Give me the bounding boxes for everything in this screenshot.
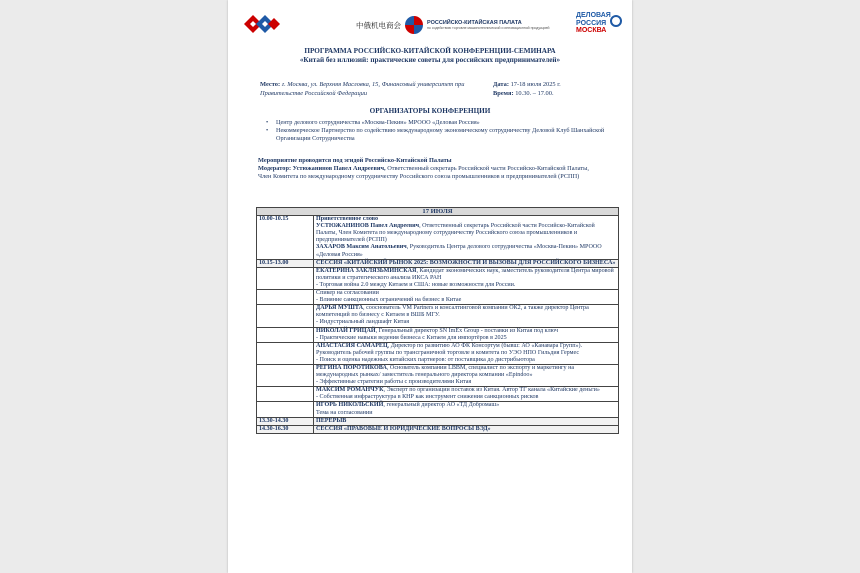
day-header-row bbox=[257, 208, 619, 216]
time-label: Время: bbox=[493, 89, 514, 97]
date-value: 17-18 июля 2025 г. bbox=[510, 81, 561, 88]
logo-bar bbox=[228, 8, 632, 38]
session-cell: СЕССИЯ «ПРАВОВЫЕ И ЮРИДИЧЕСКИЕ ВОПРОСЫ ВЭД» bbox=[314, 425, 619, 433]
delovaya-line3: МОСКВА bbox=[576, 27, 607, 34]
time-cell bbox=[257, 267, 314, 289]
table-row bbox=[257, 387, 619, 402]
time-value: 10.30. – 17.00. bbox=[515, 89, 554, 97]
program-title-line2: «Китай без иллюзий: практические советы для российских предпринимателей» bbox=[299, 56, 561, 64]
rkp-emblem-icon bbox=[405, 16, 423, 34]
time-cell bbox=[257, 364, 314, 386]
delovaya-line2: РОССИЯ bbox=[576, 19, 607, 27]
place-label: Место: bbox=[260, 81, 281, 88]
organizers-list bbox=[266, 119, 618, 143]
time-cell bbox=[257, 402, 314, 417]
session-cell: ПЕРЕРЫВ bbox=[314, 417, 619, 425]
list-item: • Некоммерческое Партнерство по содействию международному экономическому сотрудничеству Деловой Клуб Шанхайской Организации Сотрудничества bbox=[266, 127, 605, 142]
speaker-cell: МАКСИМ РОМАНЧУК, Эксперт по организации поставок из Китая. Автор ТГ канала «Китайские деньги» - Собственная инфраструктура в КНР как инструмент снижения санкционных рисков bbox=[314, 387, 619, 402]
speaker-cell: ИГОРЬ НИКОЛЬСКИЙ, генеральный директор АО «ТД Добромаш» Тема на согласовании bbox=[314, 402, 619, 417]
time-cell bbox=[257, 290, 314, 305]
table-row bbox=[257, 305, 619, 327]
table-row bbox=[257, 290, 619, 305]
time-cell bbox=[257, 387, 314, 402]
table-row bbox=[257, 259, 619, 267]
moderator-label: Модератор: Устюжанинов Павел Андреевич, bbox=[258, 165, 386, 172]
delovaya-d-icon bbox=[610, 15, 622, 27]
speaker-cell: ДАРЬЯ МУШТА, сооснователь VM Partners и консалтинговой компании ОК2, а также директор Центра компетенций по бизнесу с Китаем в ВШБ МГУ. - Индустриальный ландшафт Китая bbox=[314, 305, 619, 327]
delovaya-rossiya-logo bbox=[576, 12, 622, 38]
program-table bbox=[256, 207, 619, 434]
speaker-cell: Спикер на согласовании - Влияние санкционных ограничений на бизнес в Китае bbox=[314, 290, 619, 305]
time-cell bbox=[257, 305, 314, 327]
date-label: Дата: bbox=[493, 81, 509, 88]
table-row bbox=[257, 216, 619, 260]
list-item: • Центр делового сотрудничества «Москва-Пекин» МРООО «Деловая Россия» bbox=[266, 119, 480, 126]
rkp-logo bbox=[356, 14, 549, 36]
delovaya-line1: ДЕЛОВАЯ bbox=[576, 12, 611, 19]
document-page bbox=[228, 0, 632, 573]
speaker-cell: АНАСТАСИЯ САМАРЕЦ, Директор по развитию АО ФК Консортум (бывш: АО «Канавара Групп»). Руководитель рабочей группы по трансграничной торговле и комитета по УЭО НПО Гильдия Гермес - Поиск и оценка надежных китайских партнеров: от поставщика до дистрибьютора bbox=[314, 342, 619, 364]
program-title bbox=[228, 47, 632, 65]
rkp-name: РОССИЙСКО-КИТАЙСКАЯ ПАЛАТА bbox=[427, 20, 522, 26]
speaker-cell: ЕКАТЕРИНА ЗАКЛЯЗЬМИНСКАЯ, Кандидат экономических наук, заместитель руководителя Центра мировой политики и стратегического анализа ИКСА РАН - Торговая война 2.0 между Китаем и США: новые возможности для России. bbox=[314, 267, 619, 289]
aegis-line: Мероприятие проводится под эгидой Российско-Китайской Палаты bbox=[258, 157, 452, 164]
rkp-subtitle: по содействию торговле машинотехнической и инновационной продукцией bbox=[427, 26, 550, 30]
time-cell bbox=[257, 327, 314, 342]
table-row bbox=[257, 327, 619, 342]
content-cell: Приветственное слово УСТЮЖАНИНОВ Павел Андреевич, Ответственный секретарь Российской части Российско-Китайской Палаты, Член Комитета по международному сотрудничеству Российского союза промышленников и предпринимателей (РСПП) ЗАХАРОВ Максим Анатольевич, Руководитель Центра делового сотрудничества «Москва-Пекин» МРООО «Деловая Россия» bbox=[314, 216, 619, 260]
table-row bbox=[257, 425, 619, 433]
day-header: 17 ИЮЛЯ bbox=[257, 208, 619, 216]
bullet-icon: • bbox=[266, 127, 269, 134]
table-row bbox=[257, 364, 619, 386]
time-cell: 13.30-14.30 bbox=[257, 417, 314, 425]
time-cell: 10.15-13.00 bbox=[257, 259, 314, 267]
table-row bbox=[257, 402, 619, 417]
time-cell: 14.30-16.30 bbox=[257, 425, 314, 433]
time-cell: 10.00-10.15 bbox=[257, 216, 314, 260]
aegis-block bbox=[258, 157, 603, 181]
chinese-chamber-text: 中俄机电商会 bbox=[356, 20, 401, 30]
session-cell: СЕССИЯ «КИТАЙСКИЙ РЫНОК 2025: ВОЗМОЖНОСТИ И ВЫЗОВЫ ДЛЯ РОССИЙСКОГО БИЗНЕСА» bbox=[314, 259, 619, 267]
speaker-cell: НИКОЛАЙ ГРИЦАЙ, Генеральный директор SN ImEx Group - поставки из Китая под ключ - Практические навыки ведения бизнеса с Китаем для импортёров в 2025 bbox=[314, 327, 619, 342]
chamber-logo-icon bbox=[242, 13, 282, 35]
speaker-cell: РЕГИНА ПОРОТИКОВА, Основатель компании LBBM, специалист по экспорту и маркетингу на международных рынках/ заместитель генерального директора компании «Epindoo» - Эффективные стратегии работы с производителями Китая bbox=[314, 364, 619, 386]
event-place bbox=[260, 81, 485, 98]
table-row bbox=[257, 267, 619, 289]
table-row bbox=[257, 342, 619, 364]
moderator-desc: Ответственный секретарь Российской части Российско-Китайской Палаты, Член Комитета по международному сотрудничеству Российского союза промышленников и предпринимателей (РСПП) bbox=[258, 165, 589, 180]
table-row bbox=[257, 417, 619, 425]
event-date-time bbox=[493, 81, 613, 98]
time-cell bbox=[257, 342, 314, 364]
organizers-heading: ОРГАНИЗАТОРЫ КОНФЕРЕНЦИИ bbox=[369, 107, 491, 115]
place-value: г. Москва, ул. Верхняя Масловка, 15, Финансовый университет при Правительстве Российской Федерации bbox=[260, 81, 465, 97]
program-title-line1: ПРОГРАММА РОССИЙСКО-КИТАЙСКОЙ КОНФЕРЕНЦИИ-СЕМИНАРА bbox=[304, 47, 556, 55]
bullet-icon: • bbox=[266, 119, 269, 126]
